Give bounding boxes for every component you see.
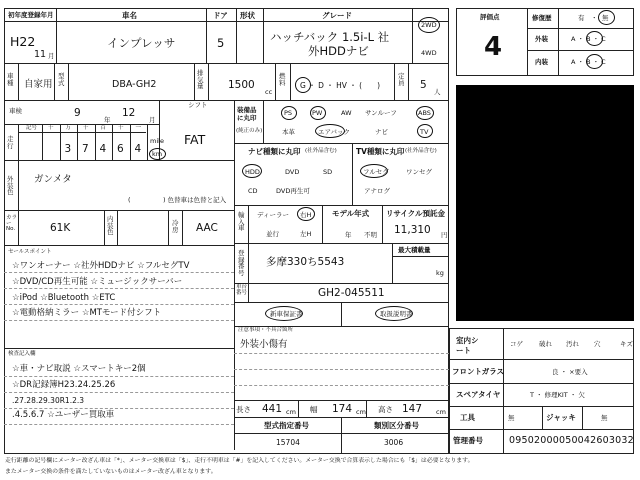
- ac-label: 冷房: [172, 219, 179, 234]
- shape-label: 形状: [240, 11, 255, 20]
- record-line-2: ☆DR記録簿H23.24.25.26: [12, 380, 116, 390]
- footer-line-2: またメーター交換の条件を満たしていないものはメーター改ざん車となります。: [5, 469, 217, 475]
- score-label: 評価点: [480, 13, 500, 21]
- registration-label: 登録番号: [238, 249, 245, 277]
- import-left-h: 左H: [300, 230, 312, 238]
- reg-era-year: H22: [10, 34, 36, 49]
- interior-color-label: 内装色: [107, 215, 114, 236]
- grade-line-1: ハッチバック 1.5i-L 社: [270, 30, 390, 44]
- record-line-1: ☆車・ナビ取説 ☆スマートキー2個: [12, 364, 146, 374]
- width-unit: cm: [356, 408, 366, 416]
- import-dealer: ディーラー: [257, 211, 289, 219]
- navi-dvd: DVD: [285, 168, 300, 176]
- repair-dot: ・: [591, 14, 598, 22]
- sales-line-1: ☆ワンオーナー ☆社外HDDナビ ☆フルセグTV: [12, 261, 190, 271]
- door-label: ドア: [213, 11, 228, 20]
- front-glass-options: 良 ・ ×要入: [552, 368, 588, 376]
- equip-tv: TV: [420, 128, 429, 136]
- sales-point-label: セールスポイント: [8, 249, 52, 255]
- registration-value: 多摩330ち5543: [266, 256, 345, 268]
- equip-navi: ナビ: [375, 128, 388, 136]
- import-label: 輸入車: [238, 211, 245, 232]
- mileage-digit-label: 千: [83, 125, 89, 131]
- mileage-digit: 6: [117, 143, 124, 155]
- inspection-month: 12: [122, 107, 136, 119]
- category-value: 自家用: [24, 79, 53, 90]
- model-spec-label: 型式指定番号: [264, 421, 309, 430]
- room-item: 汚れ: [566, 340, 579, 348]
- navi-dvd-play: DVD再生可: [276, 187, 310, 195]
- tv-oneseg: ワンセグ: [406, 168, 432, 176]
- mileage-digit-label: 十: [48, 125, 54, 131]
- fuel-options: G ・ D ・ HV ・ ( ): [300, 81, 381, 90]
- import-parallel: 並行: [266, 230, 279, 238]
- record-line-3: .27.28.29.30R1.2.3: [12, 396, 85, 405]
- exterior-grades: A ・ B ・ C: [571, 35, 606, 43]
- mileage-digit-label: 一: [135, 125, 142, 131]
- notes-value: 外装小傷有: [240, 339, 288, 350]
- drive-2wd: 2WD: [421, 21, 437, 29]
- model-year-unit: 年: [345, 231, 352, 239]
- category-label: 車種: [7, 72, 14, 87]
- grade-line-2: 外HDDナビ: [308, 44, 369, 58]
- record-line-4: .4.5.6.7 ☆ユーザー買取車: [12, 410, 115, 420]
- repair-label: 修復歴: [532, 14, 552, 22]
- room-item: 破れ: [539, 340, 552, 348]
- tv-label: TV種類に丸印: [356, 147, 405, 156]
- displacement-label: 排気量: [197, 69, 204, 90]
- equip-abs: ABS: [418, 109, 431, 117]
- sales-line-3: ☆iPod ☆Bluetooth ☆ETC: [12, 293, 116, 303]
- shift-value: FAT: [184, 132, 206, 147]
- interior-grades: A ・ B ・ C: [571, 58, 606, 66]
- capacity-label: 定員: [398, 72, 405, 87]
- equip-sunroof: サンルーフ: [365, 109, 397, 117]
- displacement-value: 1500: [228, 79, 255, 91]
- tv-fullseg: フルセグ: [363, 168, 389, 176]
- equip-aw: AW: [341, 109, 352, 117]
- chassis-value: GH2-045511: [318, 287, 385, 299]
- height-label: 高さ: [378, 405, 393, 414]
- warranty-manual: 取扱説明書: [380, 310, 413, 318]
- mileage-digit: 3: [64, 143, 72, 155]
- warranty-new-car: 新車保証書: [270, 310, 303, 318]
- vehicle-photo-redacted: [456, 85, 634, 321]
- chassis-label: 車台番号: [236, 284, 248, 296]
- fuel-label: 燃料: [279, 72, 286, 87]
- category-no-value: 3006: [384, 438, 404, 447]
- recycle-value: 11,310: [394, 224, 431, 236]
- width-value: 174: [332, 403, 353, 415]
- mileage-digit: 4: [99, 143, 107, 155]
- equip-pw: PW: [312, 109, 323, 117]
- max-load-unit: kg: [436, 269, 444, 277]
- height-value: 147: [402, 403, 423, 415]
- drive-4wd: 4WD: [421, 49, 437, 57]
- inspection-label: 車検: [9, 107, 22, 115]
- navi-sd: SD: [323, 168, 333, 176]
- sales-line-2: ☆DVD/CD再生可能 ☆ミュージックサーバー: [12, 277, 183, 287]
- control-no-label: 管理番号: [453, 436, 483, 445]
- control-no-value: 09502000050042603032: [509, 435, 634, 446]
- reg-month: 11: [34, 49, 47, 60]
- length-unit: cm: [286, 408, 296, 416]
- length-label: 長さ: [236, 405, 251, 414]
- equip-ps: PS: [284, 109, 293, 117]
- spare-label: スペアタイヤ: [456, 390, 501, 399]
- person-unit: 人: [434, 88, 441, 96]
- mileage-digit-label: 万: [65, 125, 72, 131]
- front-glass-label: フロントガラス: [452, 367, 505, 376]
- tv-analog: アナログ: [364, 187, 390, 195]
- exterior-note: ( ) 色替車は色替と記入: [128, 196, 227, 204]
- width-label: 幅: [310, 405, 318, 414]
- mileage-label: 走行: [7, 135, 14, 150]
- record-label: 記号: [26, 125, 38, 131]
- reg-month-unit: 月: [48, 52, 55, 60]
- exterior-label: 外装色: [7, 175, 14, 196]
- inspection-month-unit: 月: [149, 116, 156, 124]
- inspection-record-label: 検査記入欄: [8, 351, 36, 357]
- model-year-unknown: 不明: [364, 231, 377, 239]
- spare-options: T ・ 修理KIT ・ 欠: [530, 391, 585, 399]
- exterior-grade-label: 外装: [535, 35, 548, 43]
- mileage-digit: 7: [82, 143, 89, 155]
- equip-leather: 本革: [282, 128, 295, 136]
- score-value: 4: [484, 32, 503, 62]
- import-right-h: 右H: [300, 211, 312, 219]
- repair-no: 無: [602, 14, 609, 22]
- mileage-digit: 4: [134, 143, 142, 155]
- exterior-value: ガンメタ: [34, 174, 72, 185]
- shift-label: シフト: [188, 101, 208, 109]
- unit-km: km: [152, 150, 163, 158]
- room-seat-label: 室内シート: [456, 336, 479, 355]
- length-value: 441: [262, 403, 283, 415]
- category-no-label: 類別区分番号: [374, 421, 419, 430]
- model-spec-value: 15704: [276, 438, 300, 447]
- notes-label: 注意事項・不具合箇所: [238, 327, 294, 333]
- equip-airbag: エアバック: [318, 128, 350, 136]
- model-label: 型式: [58, 72, 65, 87]
- grade-label: グレード: [322, 11, 352, 20]
- room-item: キズ: [620, 340, 633, 348]
- tools-value: 無: [508, 414, 515, 422]
- navi-hdd: HDD: [245, 168, 260, 176]
- color-no-label: カラー No.: [6, 215, 18, 232]
- navi-sub: (社外品含む): [305, 148, 337, 154]
- cc-unit: cc: [265, 88, 273, 96]
- max-load-label: 最大積載量: [398, 246, 431, 254]
- navi-label: ナビ種類に丸印: [248, 147, 301, 156]
- footer-line-1: 走行距離の記号欄にメーター改ざん車は「*」、メーター交換車は「$」、走行不明車は「#」を記入してください。メーター交換で合算表示した場合にも「$」は必要となります。: [5, 458, 474, 464]
- jack-value: 無: [601, 414, 608, 422]
- equipment-label: 装備品に丸印: [237, 106, 257, 122]
- recycle-label: リサイクル預託金: [386, 209, 445, 218]
- repair-yes: 有: [578, 14, 585, 22]
- car-name-label: 車名: [122, 11, 137, 20]
- room-item: 穴: [594, 340, 601, 348]
- inspection-year: 9: [74, 107, 81, 119]
- tools-label: 工具: [460, 413, 475, 422]
- equipment-sub: (純正のみ): [236, 128, 263, 134]
- interior-grade-label: 内装: [535, 58, 548, 66]
- navi-cd: CD: [248, 187, 258, 195]
- car-name: インプレッサ: [107, 36, 176, 50]
- tv-sub: (社外品含む): [405, 148, 437, 154]
- inspection-year-unit: 年: [104, 116, 111, 124]
- sales-line-4: ☆電動格納ミラー ☆MTモード付シフト: [12, 308, 162, 318]
- jack-label: ジャッキ: [546, 413, 576, 422]
- room-item: コゲ: [510, 340, 523, 348]
- mileage-digit-label: 百: [100, 125, 107, 131]
- height-unit: cm: [436, 408, 446, 416]
- reg-date-label: 初年度登録年月: [8, 11, 54, 19]
- door-count: 5: [217, 36, 225, 50]
- model-value: DBA-GH2: [112, 79, 157, 90]
- color-no-value: 61K: [50, 222, 71, 234]
- capacity-value: 5: [420, 79, 427, 91]
- ac-value: AAC: [196, 222, 218, 234]
- unit-mile: mile: [150, 137, 164, 145]
- recycle-yen: 円: [441, 231, 448, 239]
- model-year-label: モデル年式: [332, 209, 370, 218]
- mileage-digit-label: 十: [118, 125, 124, 131]
